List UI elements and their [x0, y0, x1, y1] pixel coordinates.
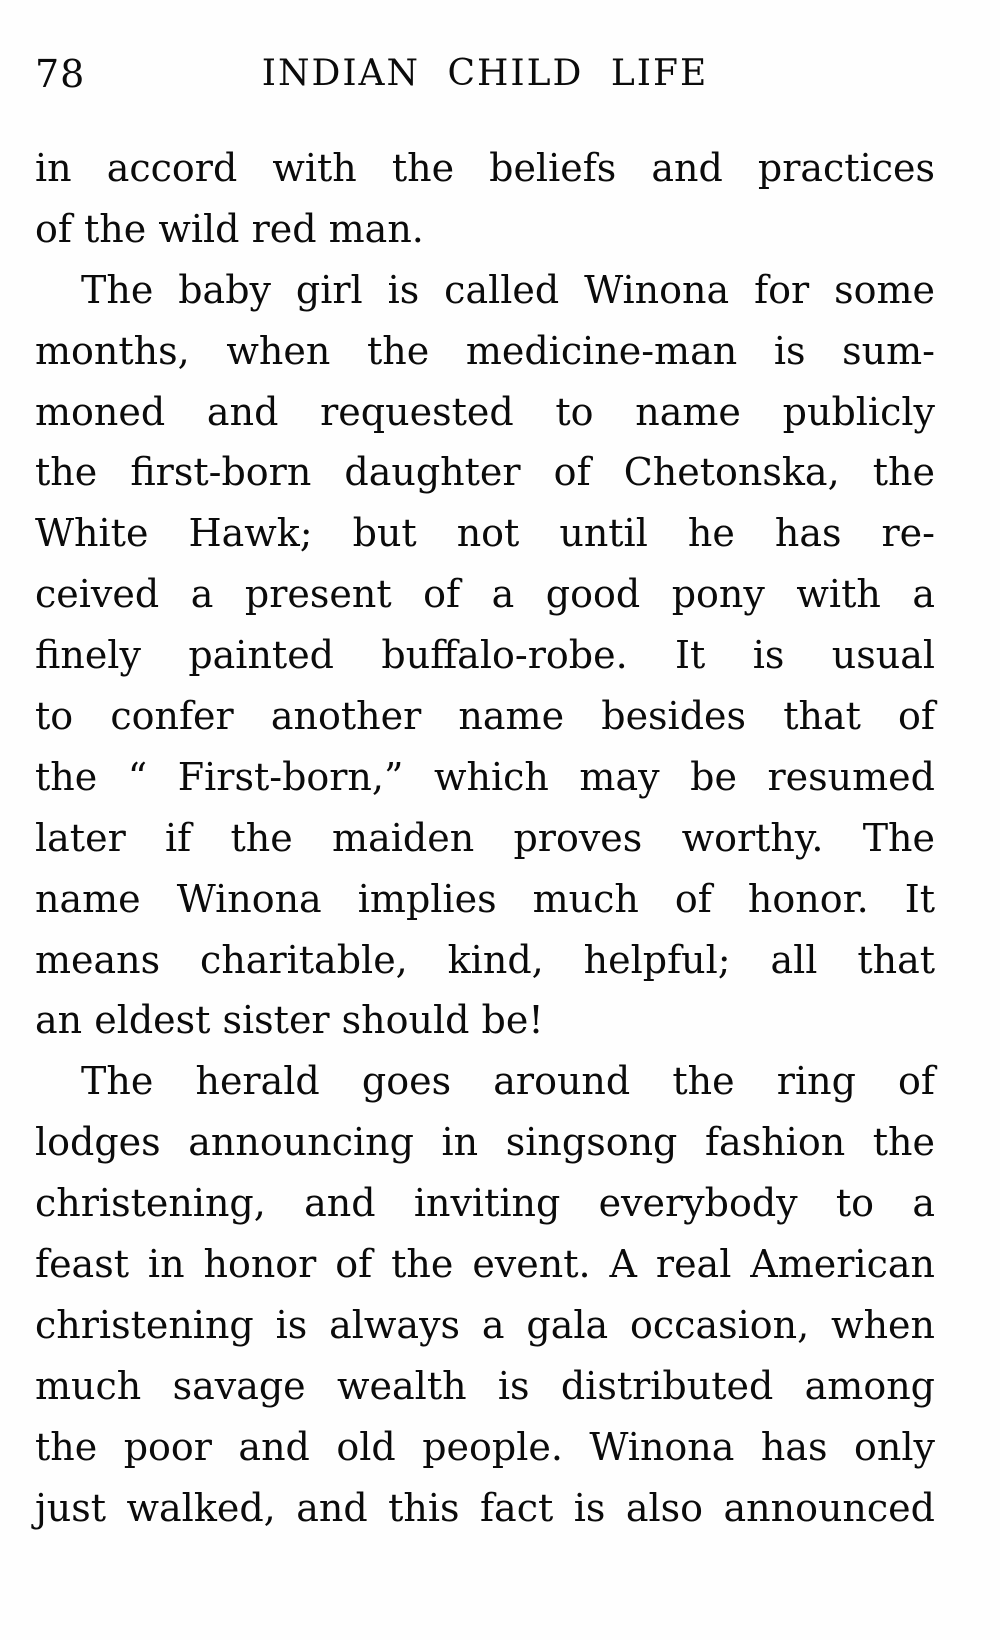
text-line: to confer another name besides that of — [35, 694, 935, 739]
text-line: just walked, and this fact is also announced — [35, 1485, 935, 1530]
text-line: lodges announcing in singsong fashion the — [35, 1120, 935, 1165]
text-line: in accord with the beliefs and practices — [35, 146, 935, 190]
text-line: much savage wealth is distributed among — [35, 1363, 935, 1408]
page-body — [35, 138, 935, 1538]
text-line: feast in honor of the event. A real American — [35, 1242, 935, 1287]
page-number: 78 — [35, 52, 86, 96]
text-line: The herald goes around the ring of — [81, 1059, 935, 1104]
text-line: finely painted buffalo-robe. It is usual — [35, 633, 935, 678]
text-line: later if the maiden proves worthy. The — [35, 815, 935, 860]
text-line: christening, and inviting everybody to a — [35, 1181, 935, 1226]
text-line: the first-born daughter of Chetonska, the — [35, 450, 935, 495]
text-line: ceived a present of a good pony with a — [35, 572, 935, 617]
running-title: INDIAN CHILD LIFE — [261, 53, 709, 94]
text-line: of the wild red man. — [35, 206, 424, 251]
text-line: means charitable, kind, helpful; all that — [35, 937, 935, 982]
page-header — [35, 52, 935, 98]
text-line: name Winona implies much of honor. It — [35, 876, 935, 921]
text-line: an eldest sister should be! — [35, 998, 544, 1043]
text-line: The baby girl is called Winona for some — [81, 267, 935, 312]
text-line: the poor and old people. Winona has only — [35, 1424, 935, 1469]
text-line: moned and requested to name publicly — [35, 389, 935, 434]
text-line: christening is always a gala occasion, when — [35, 1302, 935, 1347]
text-line: the “ First-born,” which may be resumed — [35, 754, 935, 799]
text-line: White Hawk; but not until he has re- — [35, 511, 935, 556]
text-line: months, when the medicine-man is sum- — [35, 328, 935, 373]
